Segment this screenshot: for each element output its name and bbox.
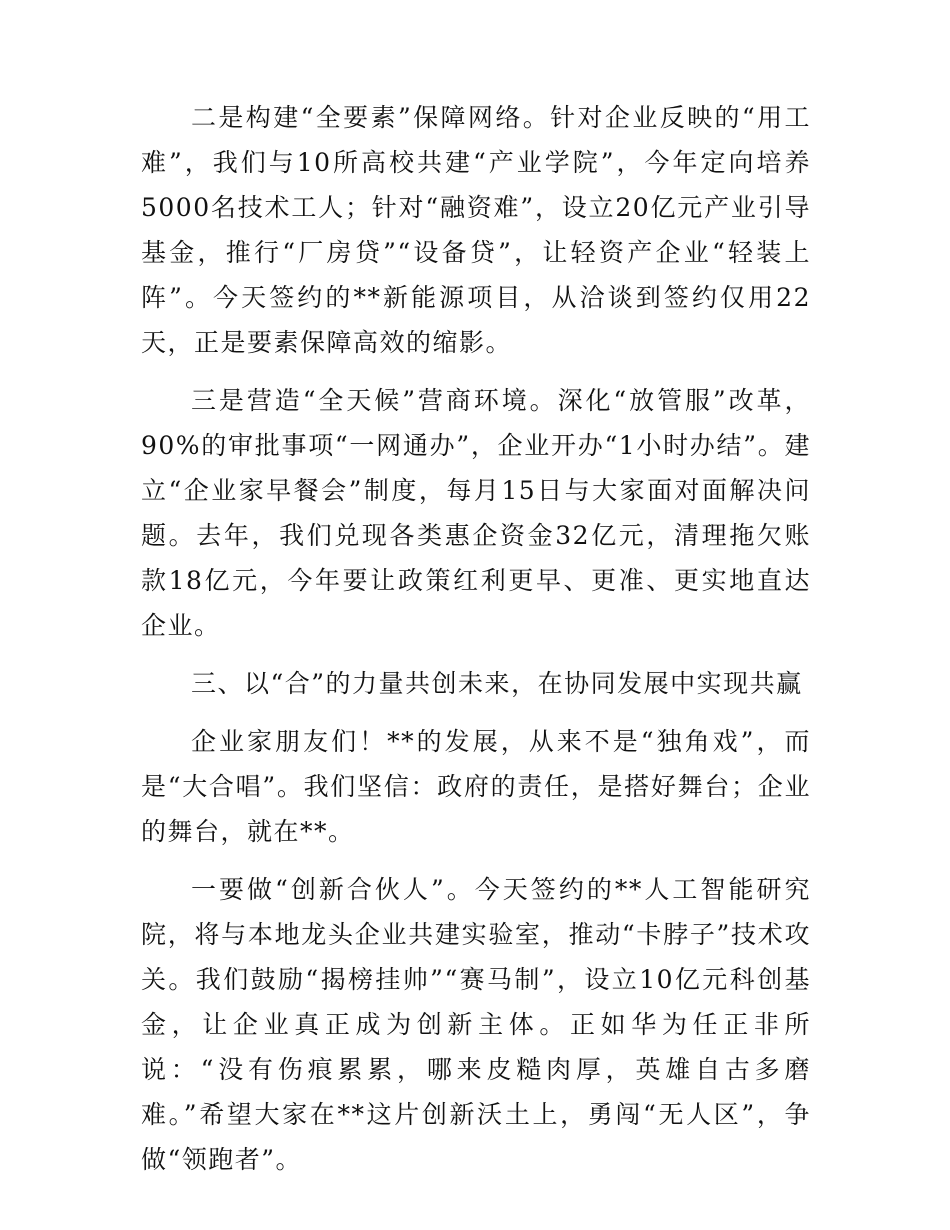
paragraph-innovation-partner: 一要做“创新合伙人”。今天签约的**人工智能研究院，将与本地龙头企业共建实验室，推动“卡脖子”技术攻关。我们鼓励“揭榜挂帅”“赛马制”，设立10亿元科创基金，让企业真正成为创新主体。正如华为任正非所说：“没有伤痕累累，哪来皮糙肉厚，英雄自古多磨难。”希望大家在**这片创新沃土上，勇闯“无人区”，争做“领跑者”。 xyxy=(141,875,811,1174)
paragraph-address-entrepreneurs: 企业家朋友们！**的发展，从来不是“独角戏”，而是“大合唱”。我们坚信：政府的责任，是搭好舞台；企业的舞台，就在**。 xyxy=(141,727,811,846)
document-body xyxy=(141,95,811,1195)
paragraph-factor-guarantee: 二是构建“全要素”保障网络。针对企业反映的“用工难”，我们与10所高校共建“产业学院”，今年定向培养5000名技术工人；针对“融资难”，设立20亿元产业引导基金，推行“厂房贷”“设备贷”，让轻资产企业“轻装上阵”。今天签约的**新能源项目，从洽谈到签约仅用22天，正是要素保障高效的缩影。 xyxy=(141,103,811,357)
section-heading-cooperation: 三、以“合”的力量共创未来，在协同发展中实现共赢 xyxy=(191,669,803,698)
paragraph-business-environment: 三是营造“全天候”营商环境。深化“放管服”改革，90%的审批事项“一网通办”，企业开办“1小时办结”。建立“企业家早餐会”制度，每月15日与大家面对面解决问题。去年，我们兑现各类惠企资金32亿元，清理拖欠账款18亿元，今年要让政策红利更早、更准、更实地直达企业。 xyxy=(141,386,811,640)
